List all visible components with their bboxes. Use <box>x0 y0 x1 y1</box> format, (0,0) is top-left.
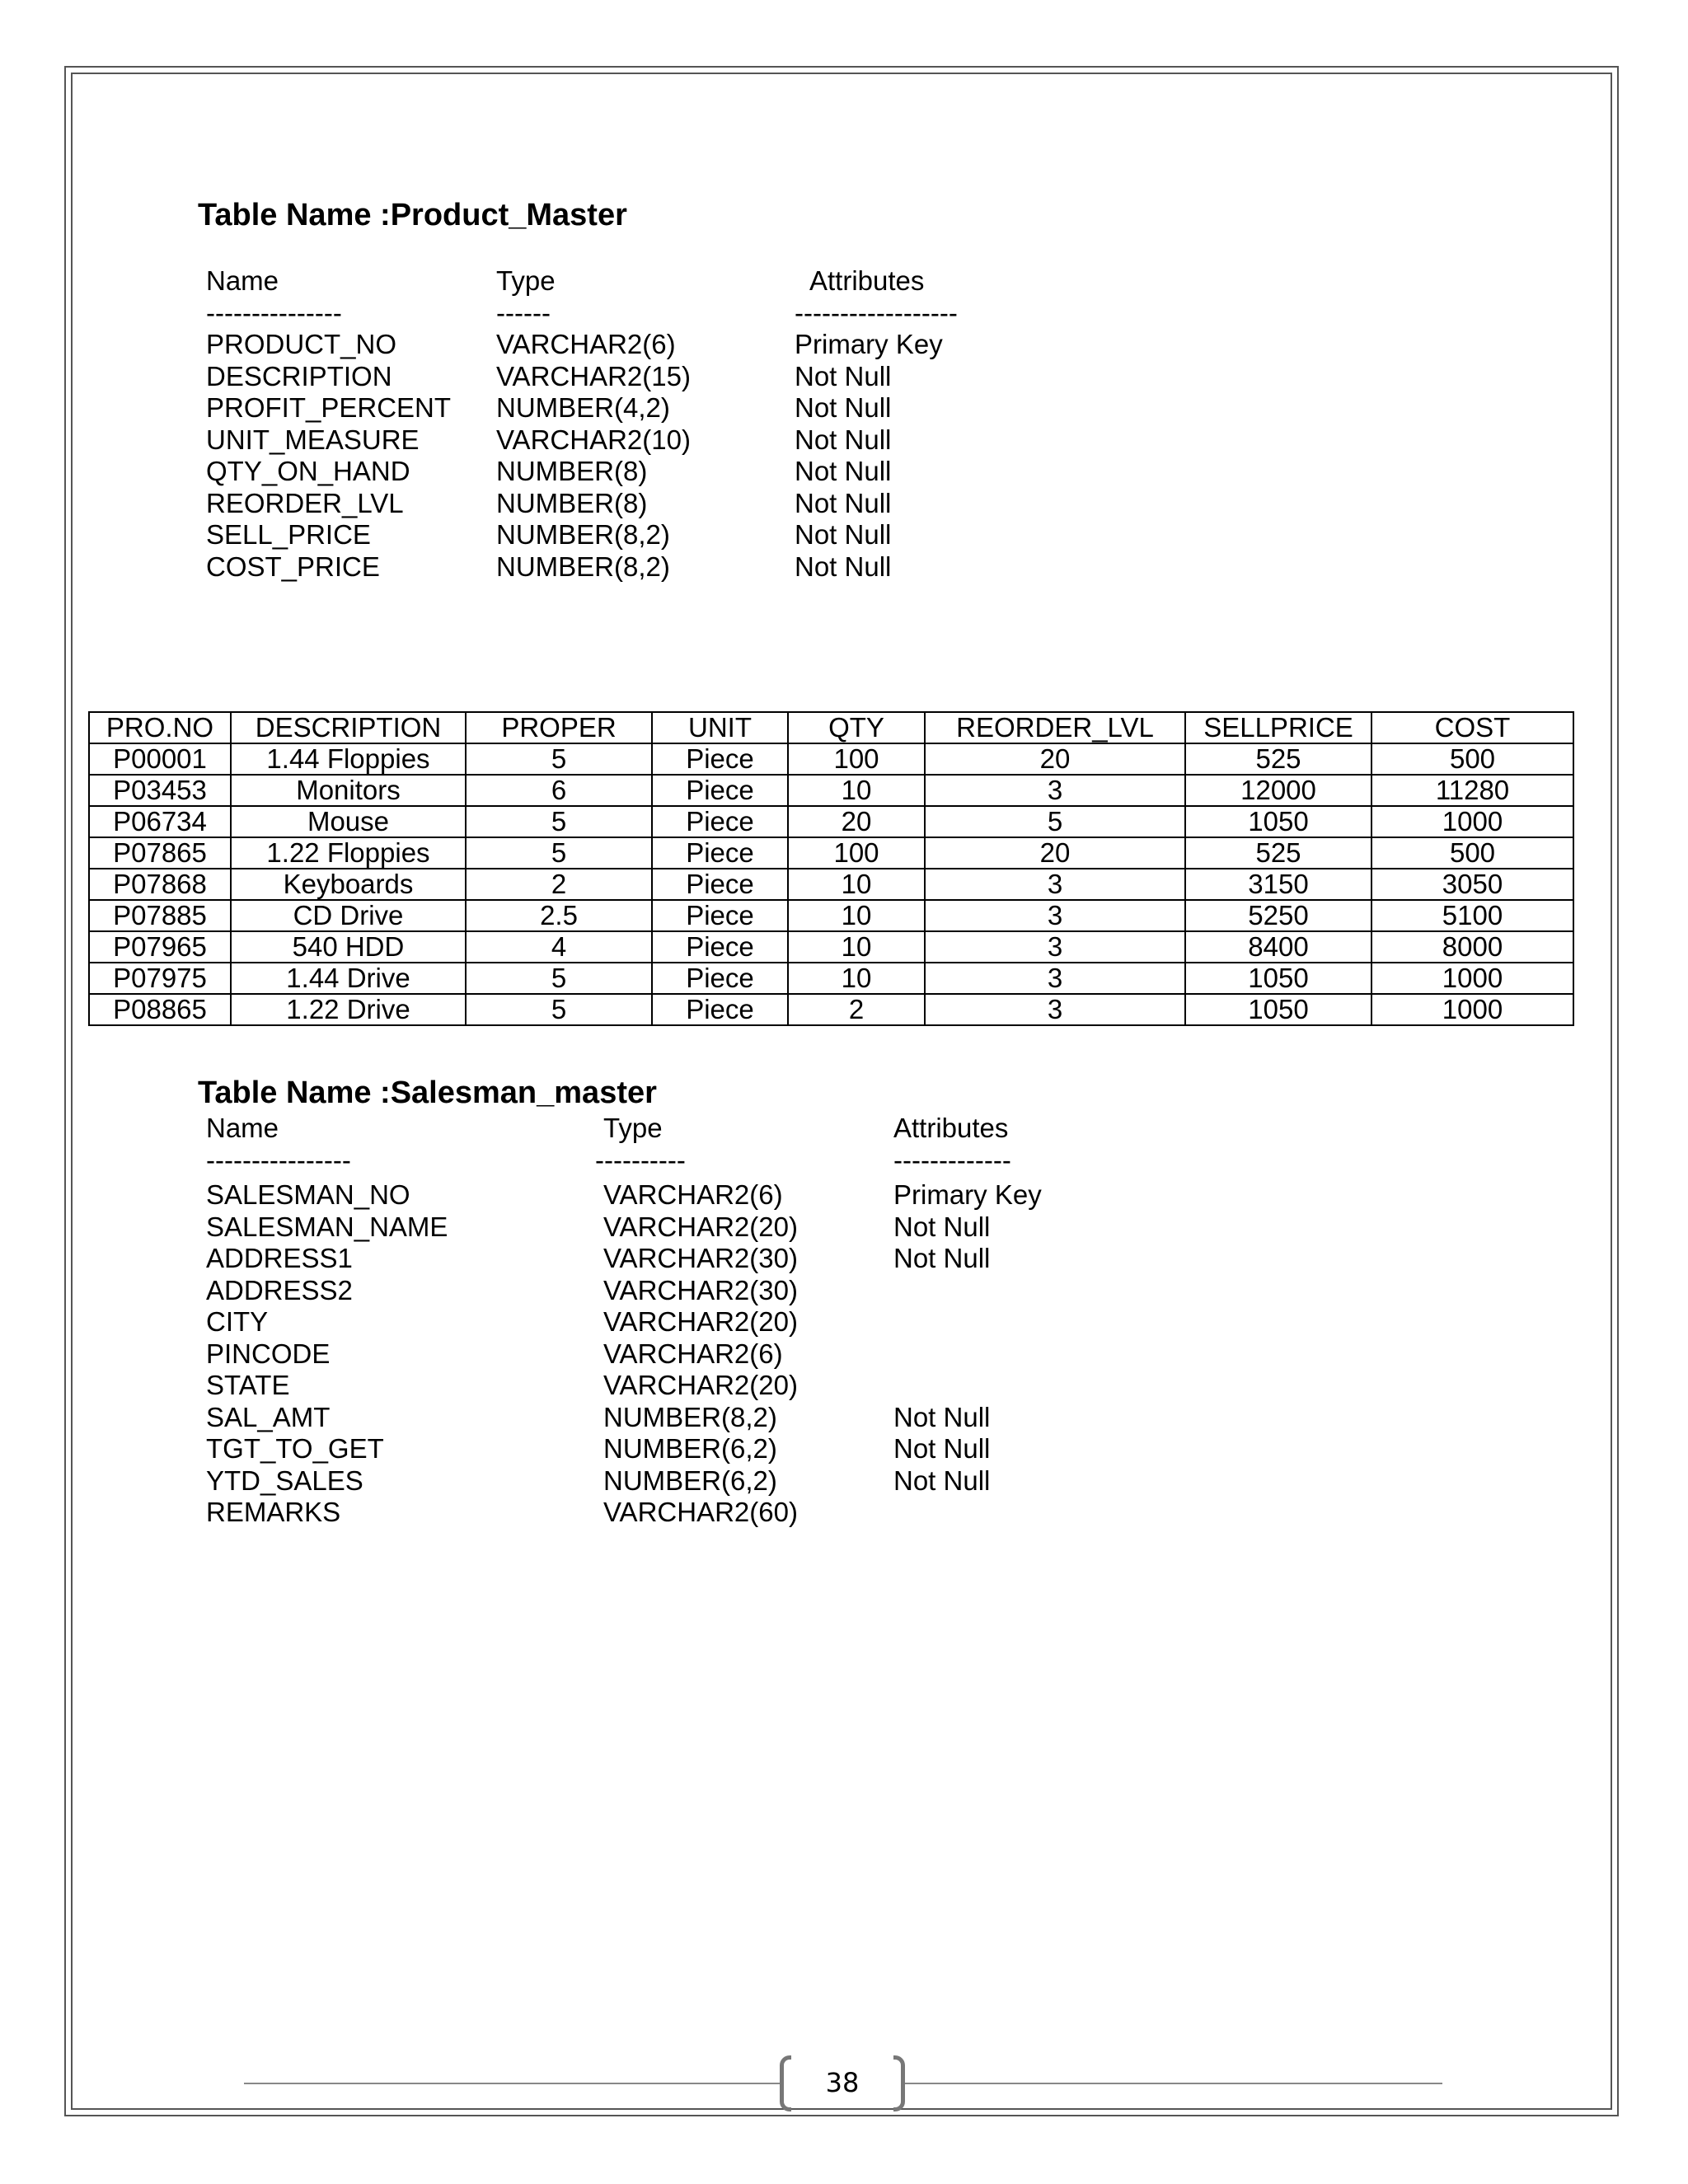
table-cell: 5100 <box>1372 900 1573 931</box>
table-cell: 2.5 <box>466 900 652 931</box>
table-cell: Monitors <box>231 775 466 806</box>
field-type: VARCHAR2(20) <box>603 1211 798 1242</box>
table-cell: 11280 <box>1372 775 1573 806</box>
product-master-title: Table Name :Product_Master <box>198 198 627 232</box>
field-type: VARCHAR2(20) <box>603 1370 798 1400</box>
table-cell: 5250 <box>1185 900 1372 931</box>
field-attribute: Not Null <box>795 519 892 550</box>
field-type: NUMBER(6,2) <box>603 1465 777 1496</box>
table-cell: P08865 <box>89 994 231 1025</box>
table-cell: 5 <box>466 743 652 775</box>
schema-field-row <box>206 519 1030 551</box>
field-name: PRODUCT_NO <box>206 329 397 359</box>
schema-field-row <box>206 488 1030 520</box>
salesman-master-title: Table Name :Salesman_master <box>198 1076 657 1110</box>
field-name: REORDER_LVL <box>206 487 404 518</box>
table-cell: 3 <box>925 994 1185 1025</box>
table-cell: 500 <box>1372 743 1573 775</box>
table-cell: 2 <box>466 869 652 900</box>
schema-header-attributes: Attributes <box>893 1113 1009 1143</box>
table-cell: 5 <box>925 806 1185 837</box>
field-name: SAL_AMT <box>206 1401 331 1432</box>
table-cell: Mouse <box>231 806 466 837</box>
schema-field-row <box>206 392 1030 424</box>
schema-header-name: Name <box>206 265 279 296</box>
dash-name: --------------- <box>206 297 342 328</box>
table-cell: 3 <box>925 775 1185 806</box>
table-cell: P03453 <box>89 775 231 806</box>
table-cell: P07885 <box>89 900 231 931</box>
field-name: COST_PRICE <box>206 551 380 582</box>
table-row <box>89 963 1573 994</box>
schema-field-list <box>206 1179 1113 1529</box>
table-cell: 10 <box>788 869 925 900</box>
table-cell: 1050 <box>1185 963 1372 994</box>
table-cell: 540 HDD <box>231 931 466 963</box>
table-cell: 20 <box>925 743 1185 775</box>
table-header-row <box>89 712 1573 743</box>
table-cell: Piece <box>652 743 788 775</box>
schema-field-list <box>206 329 1030 583</box>
field-name: UNIT_MEASURE <box>206 424 420 455</box>
table-cell: P00001 <box>89 743 231 775</box>
schema-header-type: Type <box>496 265 556 296</box>
table-cell: 10 <box>788 900 925 931</box>
table-cell: P06734 <box>89 806 231 837</box>
table-row <box>89 994 1573 1025</box>
field-attribute: Not Null <box>893 1433 991 1464</box>
field-name: QTY_ON_HAND <box>206 456 410 486</box>
field-type: NUMBER(8,2) <box>496 551 670 582</box>
product-data-table <box>88 711 1574 1026</box>
table-cell: 1000 <box>1372 963 1573 994</box>
table-cell: 1050 <box>1185 994 1372 1025</box>
schema-field-row <box>206 424 1030 457</box>
page-number-box <box>780 2055 905 2111</box>
table-cell: Piece <box>652 931 788 963</box>
table-cell: Piece <box>652 806 788 837</box>
field-name: TGT_TO_GET <box>206 1433 384 1464</box>
schema-header-attributes: Attributes <box>809 265 925 296</box>
field-attribute: Not Null <box>795 456 892 486</box>
table-cell: Piece <box>652 869 788 900</box>
field-name: ADDRESS2 <box>206 1274 353 1305</box>
field-name: PINCODE <box>206 1338 331 1369</box>
field-type: VARCHAR2(6) <box>603 1179 783 1210</box>
table-cell: 2 <box>788 994 925 1025</box>
table-cell: 12000 <box>1185 775 1372 806</box>
table-row <box>89 837 1573 869</box>
dash-type: ---------- <box>595 1144 686 1175</box>
field-name: ADDRESS1 <box>206 1243 353 1273</box>
table-row <box>89 806 1573 837</box>
table-cell: 1.44 Drive <box>231 963 466 994</box>
table-cell: 1000 <box>1372 994 1573 1025</box>
field-type: VARCHAR2(30) <box>603 1243 798 1273</box>
field-type: NUMBER(4,2) <box>496 392 670 423</box>
footer-rule-left <box>244 2083 781 2084</box>
column-header: QTY <box>788 712 925 743</box>
field-attribute: Primary Key <box>795 329 943 359</box>
field-type: VARCHAR2(15) <box>496 360 691 391</box>
schema-header-type: Type <box>603 1113 663 1143</box>
field-name: DESCRIPTION <box>206 360 392 391</box>
schema-field-row <box>206 551 1030 583</box>
table-cell: 10 <box>788 775 925 806</box>
table-cell: Piece <box>652 775 788 806</box>
table-cell: Piece <box>652 963 788 994</box>
field-type: NUMBER(8) <box>496 487 648 518</box>
field-name: SELL_PRICE <box>206 519 371 550</box>
table-cell: 6 <box>466 775 652 806</box>
field-attribute: Primary Key <box>893 1179 1042 1210</box>
field-name: PROFIT_PERCENT <box>206 392 452 423</box>
field-type: NUMBER(8,2) <box>603 1401 777 1432</box>
field-attribute: Not Null <box>893 1243 991 1273</box>
schema-field-row <box>206 1275 1113 1307</box>
schema-field-row <box>206 1497 1113 1529</box>
dash-attributes: ------------- <box>893 1144 1011 1175</box>
table-cell: 5 <box>466 963 652 994</box>
schema-field-row <box>206 1338 1113 1371</box>
field-type: VARCHAR2(30) <box>603 1274 798 1305</box>
field-type: VARCHAR2(10) <box>496 424 691 455</box>
table-cell: 100 <box>788 743 925 775</box>
dash-name: ---------------- <box>206 1144 351 1175</box>
table-row <box>89 775 1573 806</box>
field-attribute: Not Null <box>893 1465 991 1496</box>
table-cell: P07865 <box>89 837 231 869</box>
table-cell: 525 <box>1185 743 1372 775</box>
field-type: VARCHAR2(20) <box>603 1306 798 1337</box>
schema-field-row <box>206 1370 1113 1402</box>
schema-field-row <box>206 1402 1113 1434</box>
table-cell: 5 <box>466 994 652 1025</box>
schema-field-row <box>206 1243 1113 1275</box>
field-name: REMARKS <box>206 1497 341 1527</box>
field-attribute: Not Null <box>795 392 892 423</box>
footer-rule-right <box>903 2083 1442 2084</box>
field-attribute: Not Null <box>893 1211 991 1242</box>
field-name: CITY <box>206 1306 269 1337</box>
table-cell: 525 <box>1185 837 1372 869</box>
field-name: YTD_SALES <box>206 1465 363 1496</box>
table-cell: 8000 <box>1372 931 1573 963</box>
column-header: REORDER_LVL <box>925 712 1185 743</box>
table-cell: 20 <box>925 837 1185 869</box>
table-cell: 20 <box>788 806 925 837</box>
table-cell: 3 <box>925 900 1185 931</box>
table-cell: 5 <box>466 806 652 837</box>
table-cell: 1000 <box>1372 806 1573 837</box>
table-cell: 1.22 Floppies <box>231 837 466 869</box>
table-cell: P07868 <box>89 869 231 900</box>
product-master-schema <box>206 265 1030 583</box>
schema-field-row <box>206 1465 1113 1497</box>
schema-header-row <box>206 265 1030 298</box>
field-name: SALESMAN_NO <box>206 1179 410 1210</box>
table-cell: 8400 <box>1185 931 1372 963</box>
schema-field-row <box>206 1433 1113 1465</box>
table-cell: Keyboards <box>231 869 466 900</box>
schema-header-row <box>206 1113 1113 1145</box>
table-cell: 5 <box>466 837 652 869</box>
schema-field-row <box>206 329 1030 361</box>
table-cell: 3150 <box>1185 869 1372 900</box>
table-cell: 1.44 Floppies <box>231 743 466 775</box>
schema-field-row <box>206 1306 1113 1338</box>
table-cell: 3 <box>925 931 1185 963</box>
column-header: PROPER <box>466 712 652 743</box>
table-row <box>89 869 1573 900</box>
table-cell: 500 <box>1372 837 1573 869</box>
field-attribute: Not Null <box>795 487 892 518</box>
table-cell: 1050 <box>1185 806 1372 837</box>
table-cell: Piece <box>652 994 788 1025</box>
schema-field-row <box>206 1212 1113 1244</box>
page-number: 38 <box>825 2067 860 2098</box>
field-type: NUMBER(6,2) <box>603 1433 777 1464</box>
dash-attributes: ------------------ <box>795 297 958 328</box>
column-header: SELLPRICE <box>1185 712 1372 743</box>
table-cell: 4 <box>466 931 652 963</box>
salesman-master-schema <box>206 1113 1113 1529</box>
field-attribute: Not Null <box>795 424 892 455</box>
table-cell: P07975 <box>89 963 231 994</box>
column-header: COST <box>1372 712 1573 743</box>
table-row <box>89 931 1573 963</box>
schema-field-row <box>206 456 1030 488</box>
schema-dash-row <box>206 298 1030 330</box>
table-body <box>89 743 1573 1025</box>
schema-field-row <box>206 1179 1113 1212</box>
field-attribute: Not Null <box>795 360 892 391</box>
field-type: NUMBER(8,2) <box>496 519 670 550</box>
table-row <box>89 900 1573 931</box>
table-cell: 1.22 Drive <box>231 994 466 1025</box>
column-header: DESCRIPTION <box>231 712 466 743</box>
table-row <box>89 743 1573 775</box>
schema-field-row <box>206 361 1030 393</box>
schema-dash-row <box>206 1145 1113 1177</box>
column-header: PRO.NO <box>89 712 231 743</box>
column-header: UNIT <box>652 712 788 743</box>
table-cell: 3 <box>925 963 1185 994</box>
field-type: VARCHAR2(6) <box>496 329 676 359</box>
field-attribute: Not Null <box>893 1401 991 1432</box>
field-name: SALESMAN_NAME <box>206 1211 448 1242</box>
field-type: NUMBER(8) <box>496 456 648 486</box>
table-cell: 10 <box>788 931 925 963</box>
table-cell: CD Drive <box>231 900 466 931</box>
table-cell: Piece <box>652 900 788 931</box>
field-attribute: Not Null <box>795 551 892 582</box>
table-cell: 100 <box>788 837 925 869</box>
table-cell: 3 <box>925 869 1185 900</box>
table-cell: 3050 <box>1372 869 1573 900</box>
field-name: STATE <box>206 1370 290 1400</box>
dash-type: ------ <box>496 297 551 328</box>
table-cell: Piece <box>652 837 788 869</box>
table-cell: 10 <box>788 963 925 994</box>
schema-header-name: Name <box>206 1113 279 1143</box>
table-cell: P07965 <box>89 931 231 963</box>
field-type: VARCHAR2(60) <box>603 1497 798 1527</box>
field-type: VARCHAR2(6) <box>603 1338 783 1369</box>
